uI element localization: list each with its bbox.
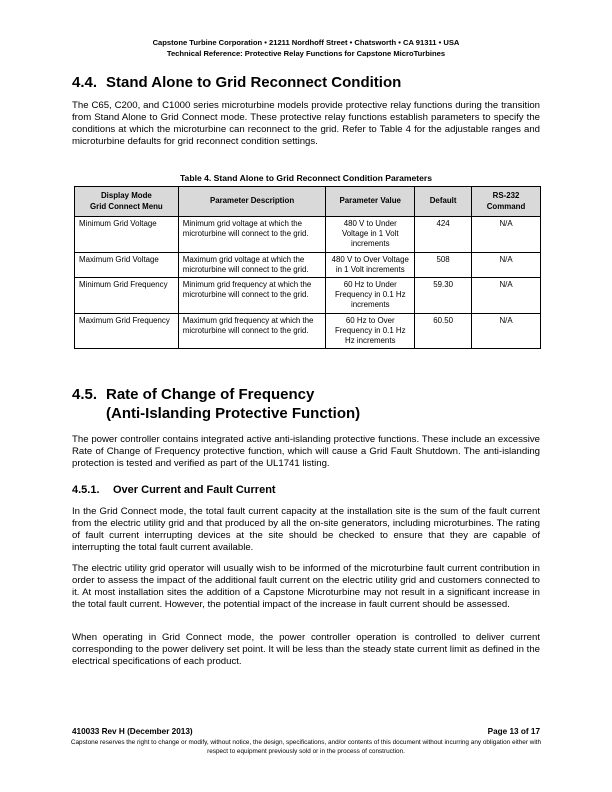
cell-rs232: N/A	[472, 313, 541, 349]
section-4-5-heading	[72, 386, 314, 403]
cell-rs232: N/A	[472, 278, 541, 314]
table-caption: Table 4. Stand Alone to Grid Reconnect Condition Parameters	[179, 173, 433, 183]
cell-mode: Minimum Grid Voltage	[75, 217, 179, 253]
col-header-default: Default	[415, 187, 472, 217]
col-header-param-value: Parameter Value	[326, 187, 415, 217]
section-title: Rate of Change of Frequency	[106, 386, 315, 403]
col-header-display-mode: Display Mode Grid Connect Menu	[75, 187, 179, 217]
section-number: 4.5.	[72, 386, 98, 403]
cell-description: Minimum grid voltage at which the microturbine will connect to the grid.	[178, 217, 326, 253]
cell-default: 424	[415, 217, 472, 253]
section-4-5-subtitle: (Anti-Islanding Protective Function)	[106, 405, 361, 422]
cell-value: 60 Hz to Under Frequency in 0.1 Hz increments	[326, 278, 415, 314]
cell-mode: Minimum Grid Frequency	[75, 278, 179, 314]
cell-default: 60.50	[415, 313, 472, 349]
section-4-4-paragraph: The C65, C200, and C1000 series microturbine models provide protective relay functions during the transition from Stand Alone to Grid Connect mode. These protective relay functions establish parameters to specify the conditions at which the microturbine can reconnect to the grid. Refer to Table 4 for the adjustable ranges and microturbine defaults for grid reconnect condition settings.	[72, 100, 540, 147]
section-4-5-paragraph: The power controller contains integrated active anti-islanding protective functions. These include an excessive Rate of Change of Frequency protective function, which will cause a Grid Fault Shutdown. The anti-islanding protection is tested and verified as part of the UL1741 listing.	[72, 434, 540, 469]
section-number: 4.5.1.	[72, 484, 100, 496]
col-header-rs232: RS-232 Command	[472, 187, 541, 217]
cell-mode: Maximum Grid Voltage	[75, 252, 179, 277]
cell-rs232: N/A	[472, 252, 541, 277]
reconnect-parameters-table	[74, 186, 541, 349]
table-row	[75, 313, 541, 349]
section-4-5-1-paragraph-2: The electric utility grid operator will usually wish to be informed of the microturbine fault current contribution in order to assess the impact of the additional fault current on the electric utility grid and customers connected to it. At most installation sites the addition of a Capstone Microturbine may not result in a significant increase in the total fault current. However, the potential impact of the increase in fault current should be assessed.	[72, 563, 540, 610]
footer-page-number: Page 13 of 17	[487, 727, 540, 736]
cell-description: Minimum grid frequency at which the microturbine will connect to the grid.	[178, 278, 326, 314]
cell-value: 480 V to Over Voltage in 1 Volt increments	[326, 252, 415, 277]
table-row	[75, 252, 541, 277]
header-doc-title: Technical Reference: Protective Relay Functions for Capstone MicroTurbines	[166, 49, 446, 58]
col-header-param-description: Parameter Description	[178, 187, 326, 217]
table-row	[75, 278, 541, 314]
cell-rs232: N/A	[472, 217, 541, 253]
page-header	[60, 37, 552, 59]
cell-mode: Maximum Grid Frequency	[75, 313, 179, 349]
section-4-4-heading	[72, 74, 401, 91]
section-title: Stand Alone to Grid Reconnect Condition	[106, 74, 402, 91]
table-row	[75, 217, 541, 253]
cell-value: 480 V to Under Voltage in 1 Volt increments	[326, 217, 415, 253]
cell-default: 59.30	[415, 278, 472, 314]
cell-description: Maximum grid frequency at which the microturbine will connect to the grid.	[178, 313, 326, 349]
section-4-5-1-paragraph-3: When operating in Grid Connect mode, the power controller operation is controlled to deliver current corresponding to the power delivery set point. It will be less than the steady state current limit as defined in the electrical specifications of each product.	[72, 632, 540, 667]
section-4-5-1-paragraph-1: In the Grid Connect mode, the total fault current capacity at the installation site is the sum of the fault current from the electric utility grid and that produced by all the on-site generators, including microturbines. The rating of fault current interrupting devices at the site should be checked to ensure that they are capable of interrupting the total fault current available.	[72, 506, 540, 553]
footer-doc-id: 410033 Rev H (December 2013)	[72, 727, 193, 736]
header-address: Capstone Turbine Corporation • 21211 Nordhoff Street • Chatsworth • CA 91311 • USA	[152, 38, 460, 47]
section-4-5-1-heading	[72, 484, 276, 496]
cell-default: 508	[415, 252, 472, 277]
table-header-row	[75, 187, 541, 217]
cell-value: 60 Hz to Over Frequency in 0.1 Hz Hz increments	[326, 313, 415, 349]
footer-disclaimer: Capstone reserves the right to change or modify, without notice, the design, specifications, and/or contents of this document without incurring any obligation either with respect to equipment previously sold or in the process of construction.	[70, 739, 542, 755]
cell-description: Maximum grid voltage at which the microturbine will connect to the grid.	[178, 252, 326, 277]
section-title: Over Current and Fault Current	[113, 484, 276, 496]
section-number: 4.4.	[72, 74, 98, 91]
